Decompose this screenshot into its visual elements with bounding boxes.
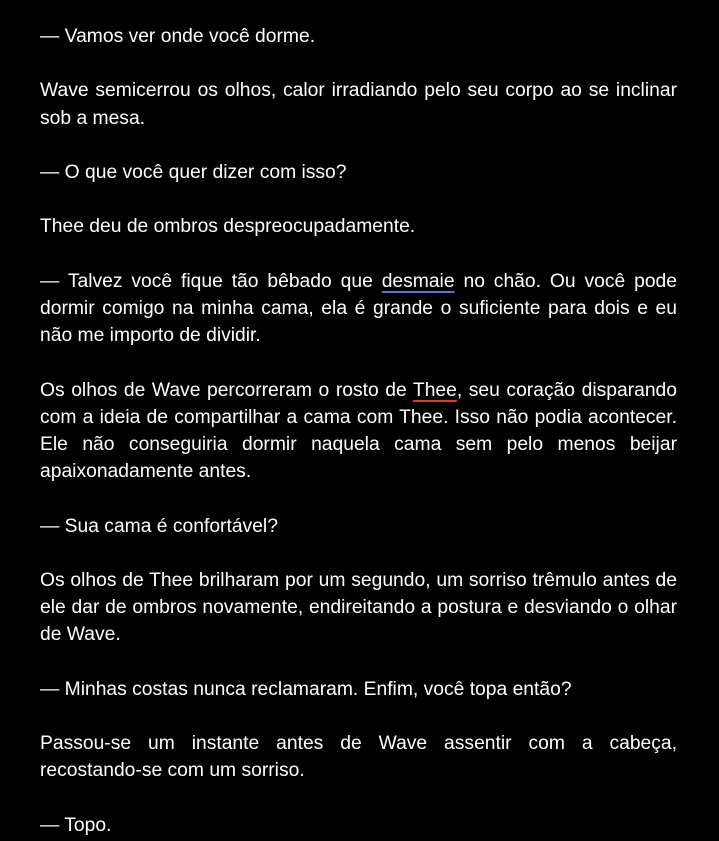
- text-run: — Talvez você fique tão bêbado que: [40, 270, 382, 292]
- spelling-flagged-word[interactable]: Thee: [412, 379, 457, 401]
- dialogue-paragraph: [40, 268, 677, 350]
- narration-paragraph: [40, 377, 677, 486]
- dialogue-line: — Minhas costas nunca reclamaram. Enfim, você topa então?: [40, 678, 572, 700]
- narration-paragraph: Wave semicerrou os olhos, calor irradiando pelo seu corpo ao se inclinar sob a mesa.: [40, 80, 677, 129]
- narration-paragraph: Thee deu de ombros despreocupadamente.: [40, 216, 416, 238]
- narration-paragraph: Os olhos de Thee brilharam por um segundo, um sorriso trêmulo antes de ele dar de ombros novamente, endireitando a postura e desviando o olhar de Wave.: [40, 569, 677, 646]
- text-run: no chão. Ou você pode dormir comigo na minha cama, ela é grande o suficiente para dois e eu não me importo de dividir.: [40, 270, 677, 347]
- text-run: Os olhos de Wave percorreram o rosto de: [40, 379, 413, 401]
- dialogue-line: — O que você quer dizer com isso?: [40, 161, 347, 183]
- dialogue-line: — Sua cama é confortável?: [40, 515, 278, 537]
- document-body: [40, 23, 677, 839]
- dialogue-line: — Topo.: [40, 814, 112, 836]
- text-run: , seu coração disparando com a ideia de compartilhar a cama com Thee. Isso não podia acontecer. Ele não conseguiria dormir naquela cama sem pelo menos beijar apaixonadamente antes.: [40, 379, 677, 483]
- narration-paragraph: Passou-se um instante antes de Wave assentir com a cabeça, recostando-se com um sorriso.: [40, 733, 677, 782]
- grammar-flagged-word[interactable]: desmaie: [381, 270, 455, 292]
- dialogue-line: — Vamos ver onde você dorme.: [40, 26, 316, 47]
